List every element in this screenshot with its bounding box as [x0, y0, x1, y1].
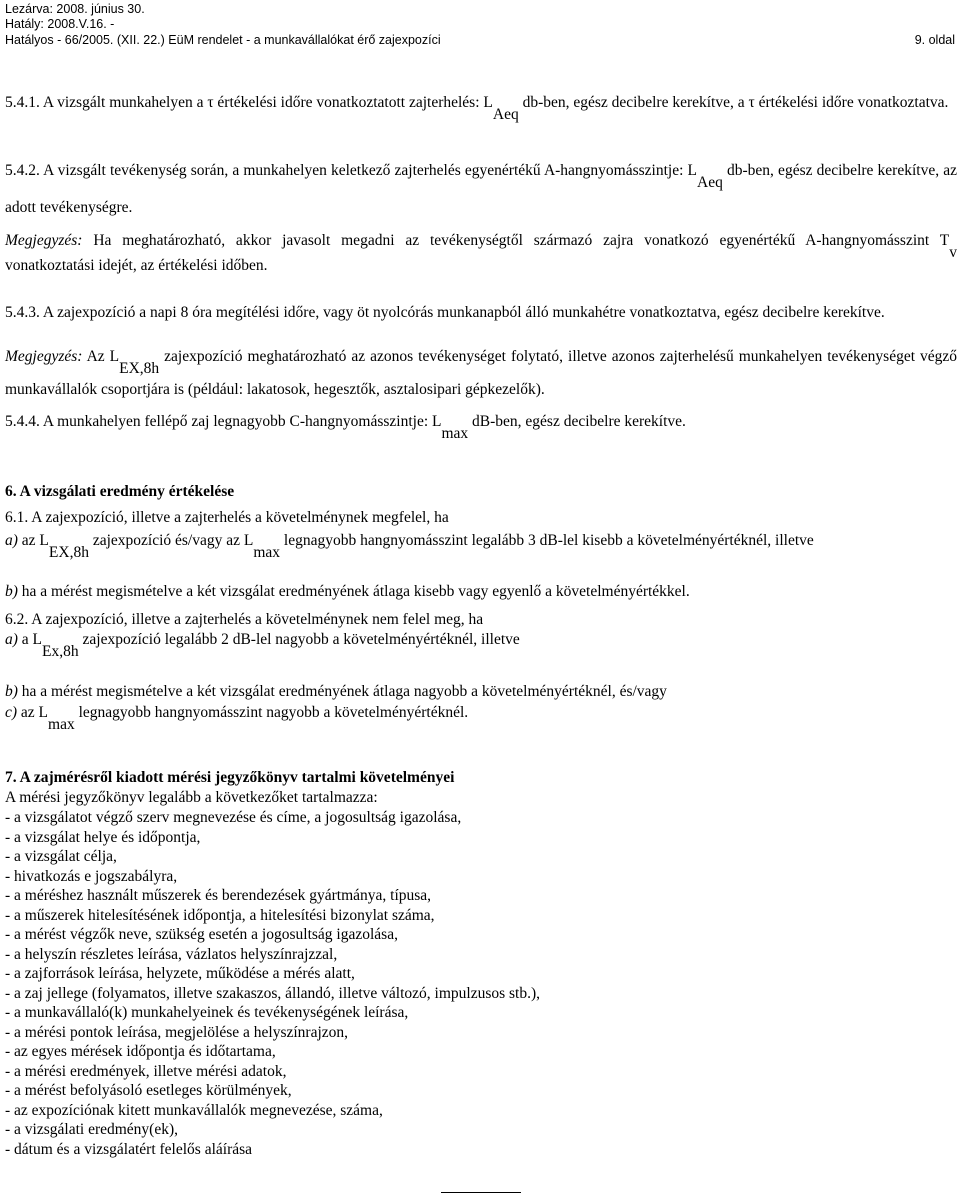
list-item: - a vizsgálat helye és időpontja,	[5, 828, 201, 846]
note-label: Megjegyzés:	[5, 348, 83, 365]
section-6-2-a: a) a LEx,8h zajexpozíció legalább 2 dB-lel nagyobb a követelményértéknél, illetve	[5, 631, 520, 660]
list-item: - a zajforrások leírása, helyzete, működése a mérés alatt,	[5, 965, 355, 982]
section-5-4-3: 5.4.3. A zajexpozíció a napi 8 óra megítélési időre, vagy öt nyolcórás munkanapból álló munkahétre vonatkoztatva, egész decibelre kerekítve.	[5, 304, 885, 321]
list-item: - az expozíciónak kitett munkavállalók megnevezése, száma,	[5, 1101, 383, 1119]
list-item: - a műszerek hitelesítésének időpontja, a hitelesítési bizonylat száma,	[5, 906, 435, 924]
header-effective-date: Hatály: 2008.V.16. -	[5, 17, 115, 32]
header-closed-date: Lezárva: 2008. június 30.	[5, 2, 145, 16]
list-item: - dátum és a vizsgálatért felelős aláírása	[5, 1140, 253, 1158]
section-6-1: 6.1. A zajexpozíció, illetve a zajterhelés a követelménynek megfelel, ha	[5, 509, 449, 526]
subscript-max: max	[253, 543, 281, 561]
subscript-max: max	[48, 715, 75, 733]
list-item: - a mérési eredmények, illetve mérési adatok,	[5, 1062, 287, 1080]
note-2: Megjegyzés: Az LEX,8h zajexpozíció meghatározható az azonos tevékenységet folytató, illetve azonos zajterhelésű munkahelyen tevékenységet végző munkavállalók csoportjára is (például: lakatosok, hegesztők, asztalosipari gépkezelők).	[5, 348, 957, 398]
subscript-ex8h: EX,8h	[48, 543, 89, 561]
list-item: - hivatkozás e jogszabályra,	[5, 867, 178, 885]
section-6-title: 6. A vizsgálati eredmény értékelése	[5, 483, 235, 500]
subscript-ex8h: Ex,8h	[42, 642, 79, 660]
section-7-title: 7. A zajmérésről kiadott mérési jegyzőkönyv tartalmi követelményei	[5, 769, 455, 786]
list-item: - a méréshez használt műszerek és berendezések gyártmánya, típusa,	[5, 887, 432, 904]
list-item: - a munkavállaló(k) munkahelyeinek és tevékenységének leírása,	[5, 1004, 409, 1021]
page-header	[5, 2, 955, 48]
subscript-max: max	[441, 424, 469, 442]
list-item: - a mérést befolyásoló esetleges körülmények,	[5, 1082, 292, 1099]
footer-divider	[441, 1192, 521, 1193]
list-item: - a vizsgálatot végző szerv megnevezése és címe, a jogosultság igazolása,	[5, 809, 462, 826]
page-number: 9. oldal	[914, 32, 955, 47]
section-5-4-1: 5.4.1. A vizsgált munkahelyen a τ értékelési időre vonatkoztatott zajterhelés: LAeq db-ben, egész decibelre kerekítve, a τ értékelési időre vonatkoztatva.	[5, 94, 949, 123]
subscript-v: v	[949, 243, 957, 261]
list-item: - az egyes mérések időpontja és időtartama,	[5, 1043, 276, 1060]
subscript-aeq: Aeq	[697, 173, 723, 191]
section-6-2: 6.2. A zajexpozíció, illetve a zajterhelés a követelménynek nem felel meg, ha	[5, 611, 484, 628]
list-item: - a vizsgálat célja,	[5, 848, 117, 865]
list-item: - a vizsgálati eredmény(ek),	[5, 1121, 178, 1138]
list-item: - a mérést végzők neve, szükség esetén a jogosultság igazolása,	[5, 926, 398, 943]
list-item: - a mérési pontok leírása, megjelölése a helyszínrajzon,	[5, 1023, 349, 1041]
note-label: Megjegyzés:	[5, 232, 83, 249]
requirements-list	[5, 808, 957, 1159]
note-1: Megjegyzés: Ha meghatározható, akkor javasolt megadni az tevékenységtől származó zajra vonatkozó egyenértékű A-hangnyomásszint Tv vonatkoztatási idejét, az értékelési időben.	[5, 232, 957, 274]
section-6-2-c: c) az Lmax legnagyobb hangnyomásszint nagyobb a követelményértéknél.	[5, 704, 469, 733]
section-6-1-b: b) ha a mérést megismételve a két vizsgálat eredményének átlaga kisebb vagy egyenlő a követelményértékkel.	[5, 583, 690, 600]
list-item: - a helyszín részletes leírása, vázlatos helyszínrajzzal,	[5, 945, 338, 963]
section-7-intro: A mérési jegyzőkönyv legalább a következőket tartalmazza:	[5, 789, 378, 806]
subscript-aeq: Aeq	[492, 105, 519, 123]
section-5-4-4: 5.4.4. A munkahelyen fellépő zaj legnagyobb C-hangnyomásszintje: Lmax dB-ben, egész decibelre kerekítve.	[5, 413, 686, 442]
section-5-4-2: 5.4.2. A vizsgált tevékenység során, a munkahelyen keletkező zajterhelés egyenértékű A-hangnyomásszintje: LAeq db-ben, egész decibelre kerekítve, az adott tevékenységre.	[5, 162, 957, 216]
list-item: - a zaj jellege (folyamatos, illetve szakaszos, állandó, illetve változó, impulzusos stb.),	[5, 984, 541, 1002]
section-6-2-b: b) ha a mérést megismételve a két vizsgálat eredményének átlaga nagyobb a követelményértéknél, és/vagy	[5, 683, 667, 700]
subscript-ex8h: EX,8h	[119, 359, 160, 377]
header-regulation-title: Hatályos - 66/2005. (XII. 22.) EüM rendelet - a munkavállalókat érő zajexpozíci	[5, 32, 441, 47]
section-6-1-a: a) az LEX,8h zajexpozíció és/vagy az Lmax legnagyobb hangnyomásszint legalább 3 dB-lel kisebb a követelményértéknél, illetve	[5, 532, 814, 561]
